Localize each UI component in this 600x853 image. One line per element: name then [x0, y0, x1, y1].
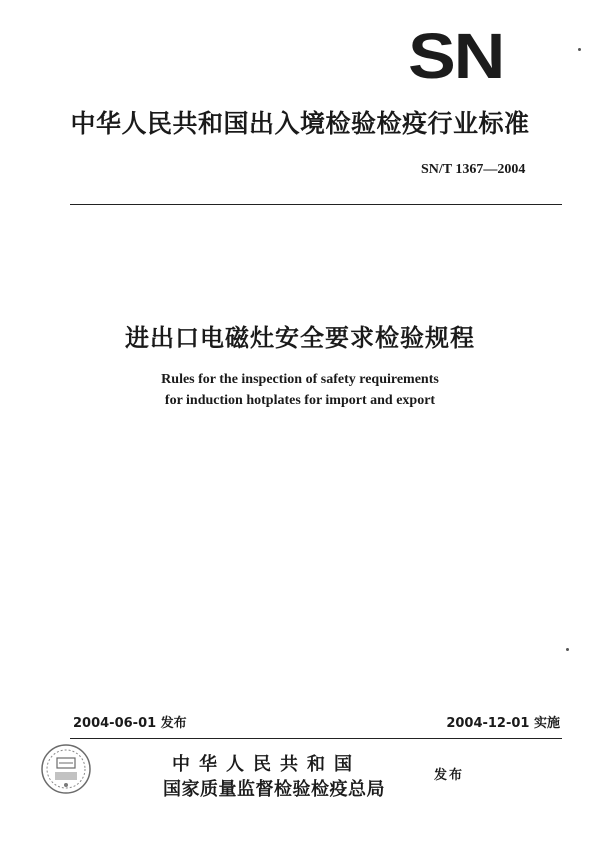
publish-label: 发布 — [434, 768, 465, 783]
seal-stamp — [40, 743, 92, 795]
footer-divider — [70, 738, 562, 739]
title-english-line2: for induction hotplates for import and export — [164, 393, 436, 408]
header-divider — [70, 204, 562, 205]
issue-date: 2004-06-01 发布 — [73, 716, 187, 731]
publisher-agency: 国家质量监督检验检疫总局 — [163, 779, 385, 800]
title-english-line1: Rules for the inspection of safety requirements — [161, 372, 439, 387]
standard-code: SN/T 1367—2004 — [421, 162, 526, 177]
sn-logo: SN — [408, 20, 504, 92]
effective-date: 2004-12-01 实施 — [446, 716, 560, 731]
publisher-country: 中华人民共和国 — [172, 754, 361, 775]
scan-speck — [566, 648, 569, 651]
title-chinese: 进出口电磁灶安全要求检验规程 — [125, 324, 475, 352]
org-title: 中华人民共和国出入境检验检疫行业标准 — [70, 109, 530, 138]
scan-speck — [578, 48, 581, 51]
